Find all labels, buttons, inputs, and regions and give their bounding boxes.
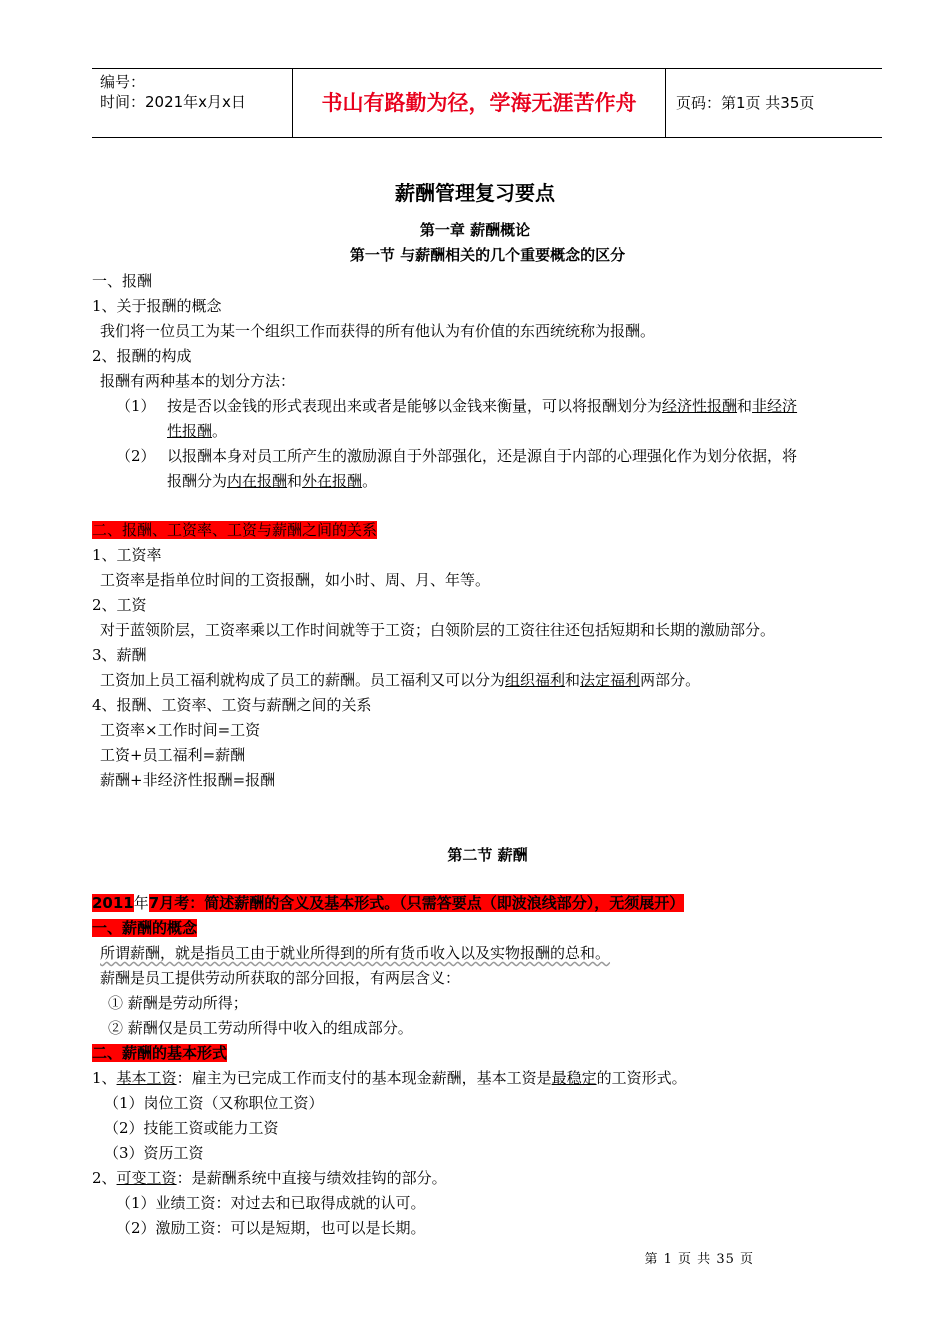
paragraph-wage-rate: 工资率是指单位时间的工资报酬，如小时、周、月、年等。	[100, 571, 491, 589]
term-intrinsic-reward: 内在报酬	[227, 472, 288, 490]
paragraph-reward-concept: 我们将一位员工为某一个组织工作而获得的所有他认为有价值的东西统统称为报酬。	[100, 322, 656, 340]
meaning-2: ② 薪酬仅是员工劳动所得中收入的组成部分。	[108, 1019, 413, 1037]
base-pay-item-3: （3）资历工资	[104, 1144, 204, 1162]
paragraph-wage: 对于蓝领阶层，工资率乘以工作时间就等于工资；白领阶层的工资往往还包括短期和长期的激励部分。	[100, 621, 776, 639]
chapter-heading: 第一章 薪酬概论	[419, 221, 531, 239]
list-item-1-line-2: 性报酬。	[167, 422, 228, 440]
base-pay-item-2: （2）技能工资或能力工资	[104, 1119, 279, 1137]
term-variable-pay: 可变工资	[116, 1169, 177, 1187]
term-economic-reward: 经济性报酬	[662, 397, 738, 415]
section-heading-1: 第一节 与薪酬相关的几个重要概念的区分	[349, 246, 626, 264]
term-most-stable: 最稳定	[551, 1069, 597, 1087]
list-item-2-line-1: 以报酬本身对员工所产生的激励源自于外部强化，还是源自于内部的心理强化作为划分依据，将	[167, 447, 798, 465]
heading-compensation: 3、薪酬	[92, 646, 147, 664]
formula-2: 工资+员工福利=薪酬	[100, 746, 246, 764]
term-base-pay: 基本工资	[116, 1069, 177, 1087]
header-table	[92, 68, 882, 138]
formula-3: 薪酬+非经济性报酬=报酬	[100, 771, 276, 789]
term-org-benefits: 组织福利	[505, 671, 566, 689]
variable-pay-item-2: （2）激励工资：可以是短期，也可以是长期。	[116, 1219, 426, 1237]
page-footer: 第 1 页 共 35 页	[644, 1252, 754, 1267]
heading-reward-concept: 1、关于报酬的概念	[92, 297, 222, 315]
list-number-1: （1）	[116, 397, 156, 415]
heading-reward: 一、报酬	[92, 272, 153, 290]
term-non-economic-reward-part1: 非经济	[752, 397, 798, 415]
header-motto: 书山有路勤为径，学海无涯苦作舟	[293, 69, 666, 137]
paragraph-reward-methods: 报酬有两种基本的划分方法：	[100, 372, 296, 390]
heading-relationship: 二、报酬、工资率、工资与薪酬之间的关系	[92, 521, 378, 539]
heading-relationship-formulas: 4、报酬、工资率、工资与薪酬之间的关系	[92, 696, 372, 714]
exam-note: 2011年7月考：简述薪酬的含义及基本形式。（只需答要点（即波浪线部分），无须展开）	[92, 894, 685, 912]
doc-time-label: 时间：2021年x月x日	[100, 93, 246, 111]
header-page-label: 页码：第1页 共35页	[676, 94, 815, 112]
term-statutory-benefits: 法定福利	[580, 671, 641, 689]
paragraph-compensation: 工资加上员工福利就构成了员工的薪酬。员工福利又可以分为组织福利和法定福利两部分。	[100, 671, 701, 689]
heading-wage: 2、工资	[92, 596, 147, 614]
list-number-2: （2）	[116, 447, 156, 465]
heading-compensation-forms: 二、薪酬的基本形式	[92, 1044, 228, 1062]
heading-compensation-concept: 一、薪酬的概念	[92, 919, 198, 937]
variable-pay-item-1: （1）业绩工资：对过去和已取得成就的认可。	[116, 1194, 426, 1212]
term-non-economic-reward-part2: 性报酬	[167, 422, 213, 440]
paragraph-compensation-meanings: 薪酬是员工提供劳动所获取的部分回报，有两层含义：	[100, 969, 461, 987]
doc-id-label: 编号：	[100, 73, 146, 91]
list-item-2-line-2: 报酬分为内在报酬和外在报酬。	[167, 472, 378, 490]
section-heading-2: 第二节 薪酬	[447, 846, 528, 864]
paragraph-compensation-definition: 所谓薪酬，就是指员工由于就业所得到的所有货币收入以及实物报酬的总和。	[100, 944, 611, 962]
base-pay-item-1: （1）岗位工资（又称职位工资）	[104, 1094, 324, 1112]
formula-1: 工资率×工作时间=工资	[100, 721, 261, 739]
page-title: 薪酬管理复习要点	[395, 181, 555, 205]
meaning-1: ① 薪酬是劳动所得；	[108, 994, 248, 1012]
header-left-cell	[92, 69, 293, 137]
list-item-1-line-1: 按是否以金钱的形式表现出来或者是能够以金钱来衡量，可以将报酬划分为经济性报酬和非经济	[167, 397, 798, 415]
heading-wage-rate: 1、工资率	[92, 546, 162, 564]
term-extrinsic-reward: 外在报酬	[302, 472, 363, 490]
form-variable-pay: 2、可变工资：是薪酬系统中直接与绩效挂钩的部分。	[92, 1169, 447, 1187]
heading-reward-structure: 2、报酬的构成	[92, 347, 192, 365]
form-base-pay: 1、基本工资：雇主为已完成工作而支付的基本现金薪酬，基本工资是最稳定的工资形式。	[92, 1069, 687, 1087]
